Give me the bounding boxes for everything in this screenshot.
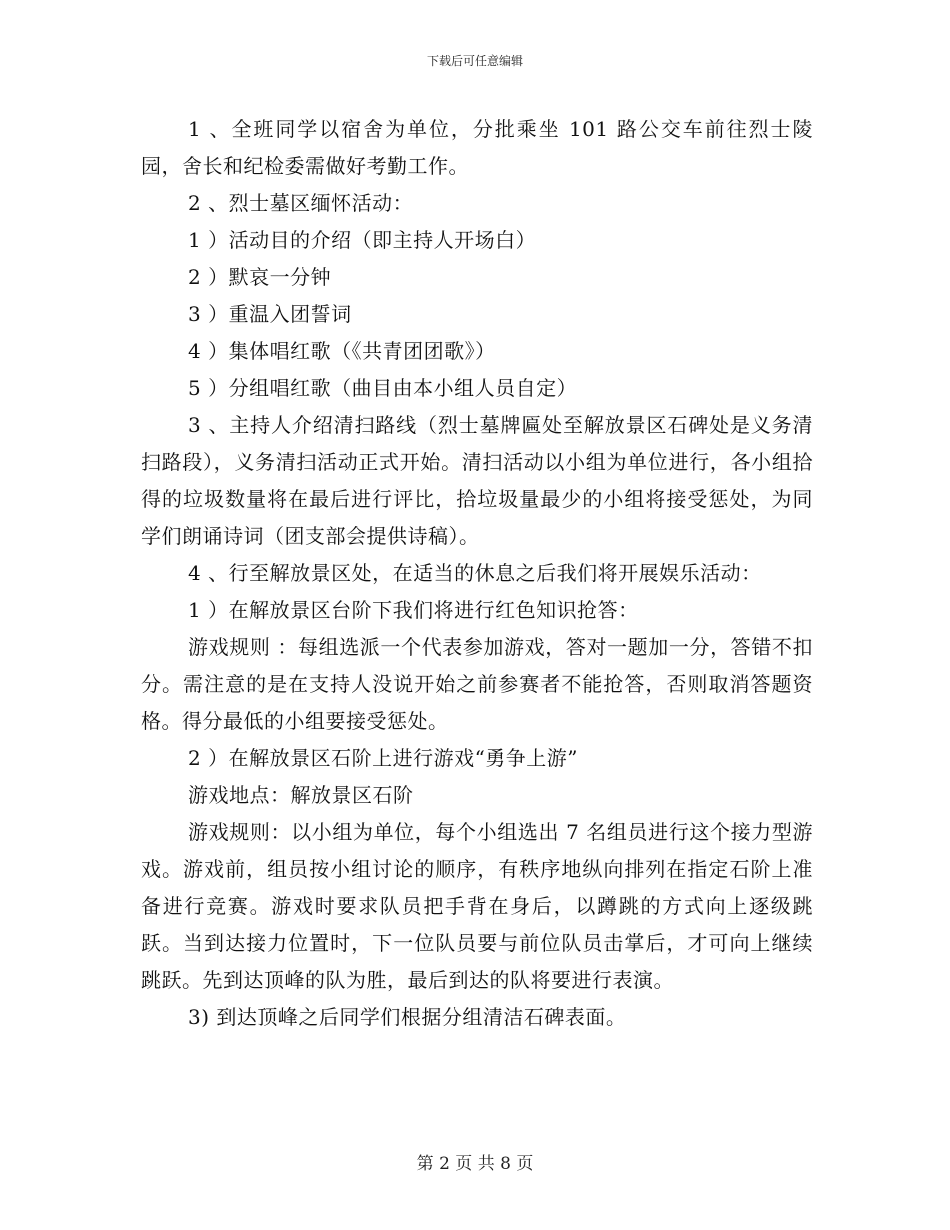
paragraph-8: 3 、主持人介绍清扫路线（烈士墓牌匾处至解放景区石碑处是义务清扫路段），义务清扫活动正式开始。清扫活动以小组为单位进行，各小组拾得的垃圾数量将在最后进行评比，拾垃圾量最少的小组将接受惩处，为同学们朗诵诗词（团支部会提供诗稿）。 (141, 413, 813, 548)
paragraph-2: 2 、烈士墓区缅怀活动： (188, 191, 414, 215)
paragraph-12: 2 ）在解放景区石阶上进行游戏“勇争上游” (188, 746, 579, 770)
paragraph-6: 4 ）集体唱红歌（《共青团团歌》） (188, 339, 496, 363)
paragraph-15: 3) 到达顶峰之后同学们根据分组清洁石碑表面。 (188, 1005, 627, 1029)
paragraph-3: 1 ）活动目的介绍（即主持人开场白） (188, 228, 537, 252)
paragraph-4: 2 ）默哀一分钟 (188, 265, 332, 289)
paragraph-14: 游戏规则：以小组为单位，每个小组选出 7 名组员进行这个接力型游戏。游戏前，组员按小组讨论的顺序，有秩序地纵向排列在指定石阶上准备进行竞赛。游戏时要求队员把手背在身后，以蹲跳的方式向上逐级跳跃。当到达接力位置时，下一位队员要与前位队员击掌后，才可向上继续跳跃。先到达顶峰的队为胜，最后到达的队将要进行表演。 (141, 820, 813, 992)
paragraph-11: 游戏规则 ：每组选派一个代表参加游戏，答对一题加一分，答错不扣分。需注意的是在支持人没说开始之前参赛者不能抢答，否则取消答题资格。得分最低的小组要接受惩处。 (141, 635, 813, 733)
page-number-footer: 第 2 页 共 8 页 (416, 1154, 534, 1174)
paragraph-13: 游戏地点：解放景区石阶 (188, 783, 414, 807)
paragraph-5: 3 ）重温入团誓词 (188, 302, 352, 326)
paragraph-10: 1 ）在解放景区台阶下我们将进行红色知识抢答： (188, 598, 639, 622)
page-header-note: 下载后可任意编辑 (426, 54, 523, 68)
paragraph-1: 1 、全班同学以宿舍为单位，分批乘坐 101 路公交车前往烈士陵园，舍长和纪检委需做好考勤工作。 (141, 117, 813, 178)
paragraph-9: 4 、行至解放景区处，在适当的休息之后我们将开展娱乐活动： (188, 561, 762, 585)
document-body (141, 111, 813, 1036)
paragraph-7: 5 ）分组唱红歌（曲目由本小组人员自定） (188, 376, 578, 400)
